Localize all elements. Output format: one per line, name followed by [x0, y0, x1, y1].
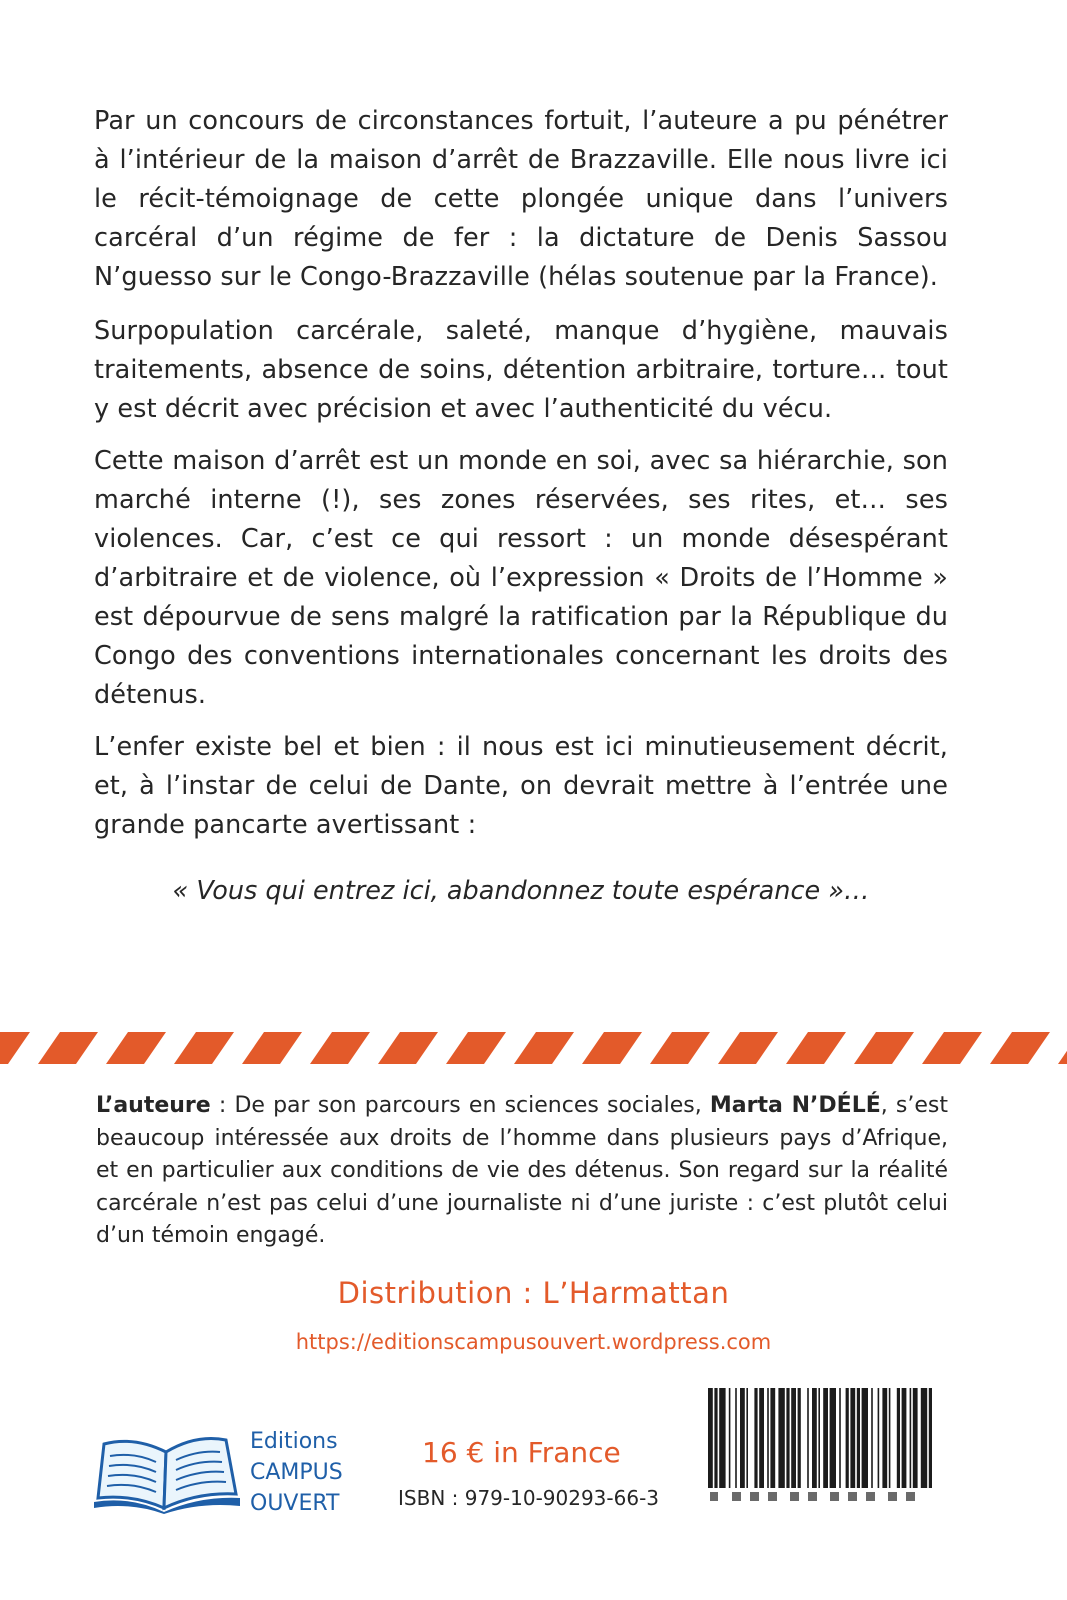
barcode-bar	[735, 1388, 737, 1488]
stripe-segment	[38, 1032, 98, 1064]
barcode-bar	[729, 1388, 731, 1488]
open-book-icon	[94, 1432, 240, 1514]
barcode-bar	[857, 1388, 860, 1488]
stripe-segment	[650, 1032, 710, 1064]
synopsis-paragraph-2: Surpopulation carcérale, saleté, manque d’hygiène, mauvais traitements, absence de soins, détention arbitraire, torture… tout y est décrit avec précision et avec l’authenticité du vécu.	[94, 316, 948, 424]
synopsis-paragraph-3: Cette maison d’arrêt est un monde en soi, avec sa hiérarchie, son marché interne (!), ses zones réservées, ses rites, et… ses violences. Car, c’est ce qui ressort : un monde désespérant d’arbitraire et de violence, où l’expression « Droits de l’Homme » est dépourvue de sens malgré la ratification par la République du Congo des conventions internationales concernant les droits des détenus.	[94, 446, 948, 710]
barcode-bar	[910, 1388, 912, 1488]
dante-quote: « Vous qui entrez ici, abandonnez toute espérance »…	[172, 876, 870, 906]
barcode-bar	[889, 1388, 891, 1488]
stripe-segment	[378, 1032, 438, 1064]
stripe-segment	[446, 1032, 506, 1064]
barcode-bar	[754, 1388, 757, 1488]
synopsis-paragraph-4: L’enfer existe bel et bien : il nous est ici minutieusement décrit, et, à l’instar de celui de Dante, on devrait mettre à l’entrée une grande pancarte avertissant :	[94, 732, 948, 840]
stripe-segment	[854, 1032, 914, 1064]
stripe-segment	[990, 1032, 1050, 1064]
barcode-bar	[929, 1388, 932, 1488]
barcode-bar	[818, 1388, 820, 1488]
price-label: 16 € in France	[422, 1436, 621, 1469]
barcode-bar	[746, 1388, 748, 1488]
barcode-bar	[882, 1388, 887, 1488]
barcode-bar	[878, 1388, 880, 1488]
distribution-line: Distribution : L’Harmattan	[337, 1276, 730, 1310]
author-name: Marta N’DÉLÉ	[709, 1093, 881, 1118]
synopsis-paragraph-1: Par un concours de circonstances fortuit, l’auteure a pu pénétrer à l’intérieur de la maison d’arrêt de Brazzaville. Elle nous livre ici le récit-témoignage de cette plongée unique dans l’univers carcéral d’un régime de fer : la dictature de Denis Sassou N’guesso sur le Congo-Brazzaville (hélas soutenue par la France).	[94, 106, 948, 292]
barcode-bar	[862, 1388, 868, 1488]
stripe-segment	[514, 1032, 574, 1064]
publisher-line-1: Editions	[250, 1429, 338, 1454]
stripe-segment	[922, 1032, 982, 1064]
author-bio-text: , s’est beaucoup intéressée aux droits de l’homme dans plusieurs pays d’Afrique, et en particulier aux conditions de vie des détenus. Son regard sur la réalité carcérale n’est pas celui d’une journaliste ni d’une juriste : c’est plutôt celui d’un témoin engagé.	[96, 1093, 948, 1248]
barcode-bar	[846, 1388, 849, 1488]
publisher-website-link[interactable]: https://editionscampusouvert.wordpress.com	[295, 1330, 772, 1354]
barcode-bar	[807, 1388, 809, 1488]
barcode-bar	[740, 1388, 745, 1488]
barcode-bar	[902, 1388, 907, 1488]
barcode-bar	[708, 1388, 713, 1488]
barcode-bar	[778, 1388, 784, 1488]
publisher-line-2: CAMPUS	[250, 1460, 343, 1485]
stripe-segment	[718, 1032, 778, 1064]
barcode-bar	[823, 1388, 828, 1488]
author-bio	[96, 1090, 948, 1253]
publisher-line-3: OUVERT	[250, 1491, 340, 1516]
barcode-bar	[830, 1388, 836, 1488]
barcode-bar	[871, 1388, 873, 1488]
barcode-bar	[791, 1388, 796, 1488]
barcode-bar	[897, 1388, 900, 1488]
barcode-bar	[759, 1388, 764, 1488]
stripe-segment	[0, 1032, 30, 1064]
barcode-bar	[921, 1388, 927, 1488]
stripe-segment	[786, 1032, 846, 1064]
barcode-bar	[812, 1388, 817, 1488]
barcode-bar	[719, 1388, 725, 1488]
stripe-segment	[242, 1032, 302, 1064]
barcode-bar	[850, 1388, 855, 1488]
stripe-segment	[1058, 1032, 1067, 1064]
author-label: L’auteure	[96, 1093, 211, 1118]
publisher-name	[250, 1426, 343, 1519]
isbn-number: ISBN : 979-10-90293-66-3	[398, 1486, 660, 1510]
barcode-bar	[913, 1388, 918, 1488]
stripe-segment	[106, 1032, 166, 1064]
stripe-segment	[174, 1032, 234, 1064]
barcode-bar	[714, 1388, 717, 1488]
barcode-icon	[706, 1388, 934, 1504]
author-intro: : De par son parcours en sciences sociales,	[210, 1093, 710, 1118]
stripe-segment	[310, 1032, 370, 1064]
barcode-bar	[839, 1388, 841, 1488]
barcode-bar	[770, 1388, 775, 1488]
barcode-bar	[798, 1388, 801, 1488]
barcode-bar	[786, 1388, 789, 1488]
stripe-segment	[582, 1032, 642, 1064]
warning-stripe-band	[0, 1032, 1067, 1064]
barcode-bar	[767, 1388, 769, 1488]
